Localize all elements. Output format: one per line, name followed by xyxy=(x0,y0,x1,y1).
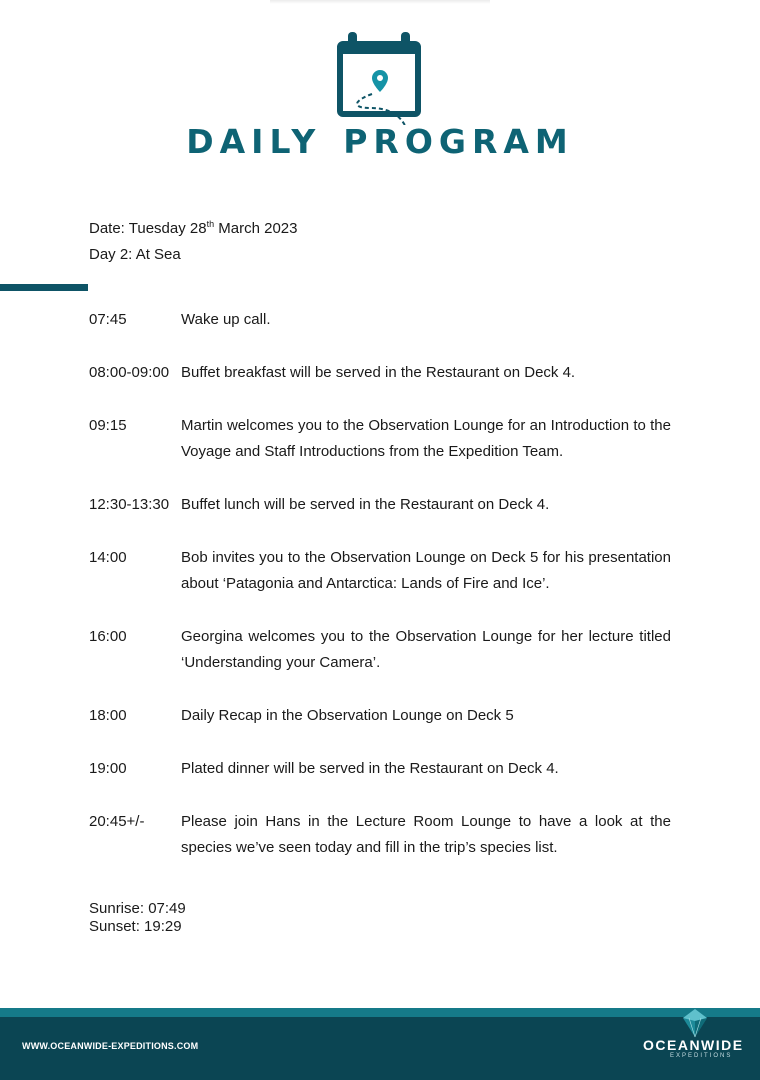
sunrise-text: Sunrise: 07:49 xyxy=(89,900,186,917)
schedule-desc: Bob invites you to the Observation Lounge on Deck 5 for his presentation about ‘Patagonia and Antarctica: Lands of Fire and Ice’. xyxy=(181,549,671,592)
schedule-desc: Georgina welcomes you to the Observation Lounge for her lecture titled ‘Understanding your Camera’. xyxy=(181,628,671,671)
sun-times xyxy=(89,900,186,936)
schedule-item xyxy=(89,413,671,465)
schedule-item xyxy=(89,307,671,333)
schedule-desc: Buffet breakfast will be served in the Restaurant on Deck 4. xyxy=(181,364,576,381)
schedule-time: 07:45 xyxy=(89,311,127,328)
schedule-desc: Please join Hans in the Lecture Room Lounge to have a look at the species we’ve seen today and fill in the trip’s species list. xyxy=(181,813,671,856)
schedule-item xyxy=(89,756,671,782)
schedule-item xyxy=(89,545,671,597)
website-link[interactable]: WWW.OCEANWIDE-EXPEDITIONS.COM xyxy=(22,1041,199,1051)
schedule-time: 12:30-13:30 xyxy=(89,496,170,513)
schedule-time: 14:00 xyxy=(89,549,127,566)
schedule-desc: Wake up call. xyxy=(181,311,271,328)
schedule-item xyxy=(89,809,671,861)
date-line xyxy=(89,219,297,237)
title-left: DAILY xyxy=(186,122,322,161)
day-line: Day 2: At Sea xyxy=(89,246,181,263)
schedule-list xyxy=(89,307,671,861)
brand-name: OCEANWIDE xyxy=(643,1037,744,1053)
sunset-text: Sunset: 19:29 xyxy=(89,918,182,935)
schedule-time: 18:00 xyxy=(89,707,127,724)
footer xyxy=(0,1017,760,1080)
footer-stripe xyxy=(0,1008,760,1017)
schedule-item xyxy=(89,703,671,729)
date-sup: th xyxy=(206,219,215,229)
schedule-item xyxy=(89,492,671,518)
schedule-desc: Daily Recap in the Observation Lounge on Deck 5 xyxy=(181,707,514,724)
date-prefix: Date: Tuesday 28 xyxy=(89,220,207,237)
schedule-item xyxy=(89,624,671,676)
schedule-time: 09:15 xyxy=(89,417,127,434)
top-shadow xyxy=(270,0,490,4)
title-right: PROGRAM xyxy=(343,122,574,161)
page-title xyxy=(0,122,760,161)
schedule-desc: Martin welcomes you to the Observation Lounge for an Introduction to the Voyage and Staff Introductions from the Expedition Team. xyxy=(181,417,671,460)
schedule-time: 08:00-09:00 xyxy=(89,364,170,381)
schedule-desc: Plated dinner will be served in the Restaurant on Deck 4. xyxy=(181,760,559,777)
accent-bar xyxy=(0,284,88,291)
schedule-desc: Buffet lunch will be served in the Restaurant on Deck 4. xyxy=(181,496,550,513)
schedule-item xyxy=(89,360,671,386)
schedule-time: 20:45+/- xyxy=(89,813,145,830)
brand-sub: EXPEDITIONS xyxy=(670,1053,733,1059)
oceanwide-diamond-icon xyxy=(680,1007,710,1039)
schedule-time: 19:00 xyxy=(89,760,127,777)
date-suffix: March 2023 xyxy=(214,220,298,237)
calendar-location-icon xyxy=(330,30,430,125)
schedule-time: 16:00 xyxy=(89,628,127,645)
